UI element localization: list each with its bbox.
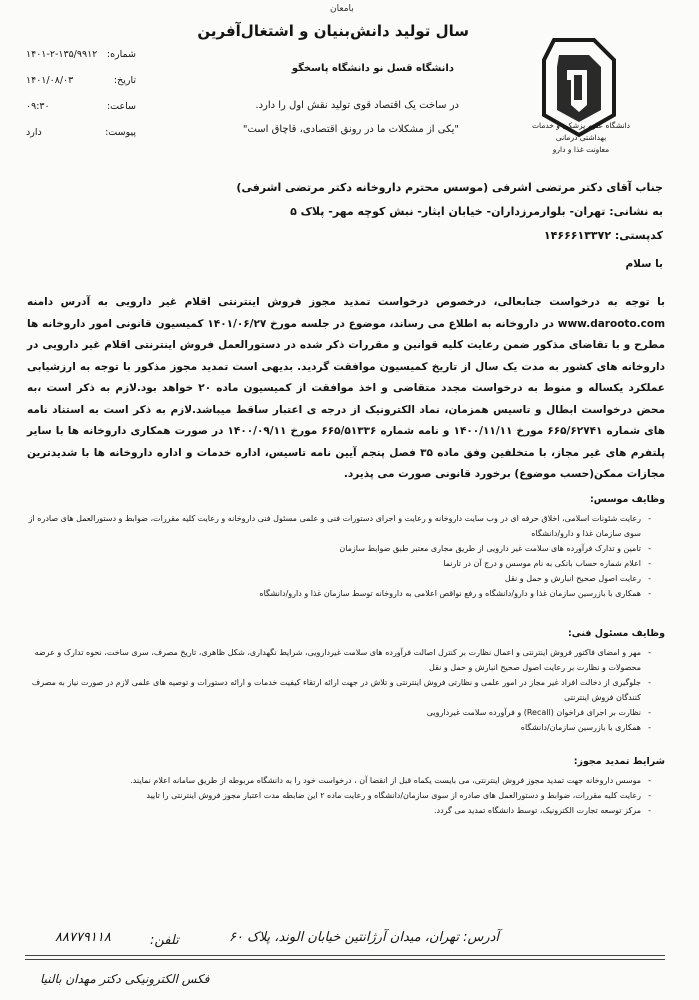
- recipient-postal-code: کدپستی: ۱۴۶۶۶۱۳۳۷۲: [543, 229, 663, 242]
- meta-value: ۰۹:۳۰: [26, 101, 50, 112]
- list-item: - موسس داروخانه جهت تمدید مجوز فروش اینترنتی، می بایست یکماه قبل از انقضا آن ، درخواست خود را به دانشگاه مربوطه از طریق سامانه اعلام نمایند.: [25, 773, 651, 788]
- list-item: - مهر و امضای فاکتور فروش اینترنتی و اعمال نظارت بر کنترل اصالت فرآورده های سلامت غیردارویی، شرایط نگهداری، شکل ظاهری، تاریخ مصرف، سری ساخت، نحوه تدارک و عرضه محصولات و نظارت بر رعایت اصول صحیح انبارش و حمل و نقل: [25, 645, 651, 675]
- recipient-address: به نشانی: تهران- بلوارمرزداران- خیابان ایثار- نبش کوچه مهر- پلاک ۵: [290, 205, 663, 218]
- list-item: - مرکز توسعه تجارت الکترونیک، توسط دانشگاه تمدید می گردد.: [25, 803, 651, 818]
- list-item: - جلوگیری از دخالت افراد غیر مجاز در امور علمی و نظارتی فروش اینترنتی و تلاش در جهت ارائه ارتقاء کیفیت خدمات و ارائه دستورات و توصیه های علمی لازم در صورت نیاز به مصرف کنندگان فروش اینترنتی: [25, 675, 651, 705]
- list-item: - تامین و تدارک فرآورده های سلامت غیر دارویی از طریق مجاری معتبر طبق ضوابط سازمان: [25, 541, 651, 556]
- list-item: - رعایت اصول صحیح انبارش و حمل و نقل: [25, 571, 651, 586]
- slogan-line-1: در ساخت یک اقتصاد قوی تولید نقش اول را دارد.: [255, 100, 459, 111]
- renewal-terms-section: [25, 756, 665, 818]
- year-title: سال تولید دانش‌بنیان و اشتغال‌آفرین: [197, 22, 469, 40]
- list-item: - همکاری با بازرسین سازمان/دانشگاه: [25, 720, 651, 735]
- meta-time: [26, 94, 136, 120]
- renewal-terms-list: [25, 773, 665, 818]
- logo-caption: [521, 120, 641, 156]
- footer-tel-value: ۸۸۷۷۹۱۱۸: [55, 930, 111, 945]
- footer-rule: [25, 959, 665, 960]
- letter-body: با توجه به درخواست جنابعالی، درخصوص درخواست تمدید مجوز فروش اینترنتی اقلام غیر دارویی به آدرس دامنه www.darooto.com در داروخانه به اطلاع می رساند، موضوع در جلسه مورخ ۱۴۰۱/۰۶/۲۷ کمیسیون قانونی امور داروخانه ها مطرح و با تقاضای مذکور ضمن رعایت کلیه قوانین و مقررات ذکر شده در دستورالعمل فروش اینترنتی اقلام غیر دارویی در داروخانه های کشور به مدت یک سال از تاریخ کمیسیون موافقت گردید. بدیهی است تمدید مجوز مذکور با توجه به ارزشیابی عملکرد یکساله و منوط به درخواست مجدد متقاضی و اخذ موافقت از کمیسیون ماده ۲۰ خواهد بود.لازم به ذکر است ،به محض درخواست ابطال و تاسیس همزمان، نماد الکترونیک از درجه ی اعتبار ساقط میباشد.لازم به ذکر است به استناد نامه های شماره ۶۶۵/۶۲۷۴۱ مورخ ۱۴۰۰/۱۱/۱۱ و نامه شماره ۶۶۵/۵۱۳۳۶ مورخ ۱۴۰۰/۰۹/۱۱ در صورت همکاری داروخانه ها با سایر پلتفرم های غیر مجاز، با متخلفین وفق ماده ۳۵ فصل پنجم آیین نامه تاسیس، اداره خدمات و اداره داروخانه ها با شدیدترین مجازات ممکن(حسب موضوع) برخورد قانونی صورت می پذیرد.: [27, 296, 666, 480]
- list-item: - رعایت کلیه مقررات، ضوابط و دستورالعمل های صادره از سوی سازمان/دانشگاه و رعایت ماده ۲ این ضابطه مدت اعتبار مجوز فروش اینترنتی را تایید: [25, 788, 651, 803]
- logo-caption-line-2: معاونت غذا و دارو: [552, 145, 610, 154]
- list-item: - رعایت شئونات اسلامی، اخلاق حرفه ای در وب سایت داروخانه و رعایت و اجرای دستورات فنی و علمی مسئول فنی داروخانه و رعایت کلیه مقررات، ضوابط و دستورالعمل های صادره از سوی سازمان غذا و دارو/دانشگاه: [25, 511, 651, 541]
- meta-label: پیوست:: [105, 127, 136, 138]
- slogan-line-2: "یکی از مشکلات ما در رونق اقتصادی، قاچاق است": [242, 124, 459, 135]
- letter-meta: [26, 42, 136, 146]
- list-item: - نظارت بر اجرای فراخوان (Recall) و فرآورده سلامت غیردارویی: [25, 705, 651, 720]
- meta-value: دارد: [26, 127, 42, 138]
- section-title: وظایف موسس:: [589, 494, 665, 505]
- meta-attachment: [26, 120, 136, 146]
- meta-number: [26, 42, 136, 68]
- logo-caption-line-1: دانشگاه علوم پزشکی و خدمات بهداشتی درمانی: [531, 121, 631, 142]
- footer-rule: [25, 955, 665, 956]
- section-title: وظایف مسئول فنی:: [567, 628, 665, 639]
- meta-label: شماره:: [106, 49, 136, 60]
- list-item: - همکاری با بازرسین سازمان غذا و دارو/دانشگاه و رفع نواقص اعلامی به داروخانه توسط سازمان غذا و دارو/دانشگاه: [25, 586, 651, 601]
- greeting: با سلام: [625, 258, 663, 270]
- meta-date: [26, 68, 136, 94]
- footer-address: آدرس: تهران، میدان آرژانتین خیابان الوند، پلاک ۶۰: [229, 930, 499, 945]
- meta-label: تاریخ:: [113, 75, 136, 86]
- top-mark: بامعان: [330, 4, 354, 14]
- meta-value: ۱۴۰۱-۲-۱۳۵/۹۹۱۲: [26, 49, 98, 60]
- section-title: شرایط تمدید مجوز:: [573, 756, 665, 767]
- recipient-name: جناب آقای دکتر مرتضی اشرفی (موسس محترم داروخانه دکتر مرتضی اشرفی): [236, 181, 663, 194]
- footer-tel-label: تلفن:: [150, 933, 179, 948]
- list-item: - اعلام شماره حساب بانکی به نام موسس و درج آن در تارنما: [25, 556, 651, 571]
- meta-label: ساعت:: [106, 101, 136, 112]
- technical-duties-section: [25, 628, 665, 735]
- recipient-block: [236, 176, 663, 248]
- meta-value: ۱۴۰۱/۰۸/۰۳: [26, 75, 74, 86]
- university-motto: دانشگاه قسل نو دانشگاه پاسخگو: [291, 63, 454, 74]
- founder-duties-section: [25, 494, 665, 601]
- technical-duties-list: [25, 645, 665, 735]
- founder-duties-list: [25, 511, 665, 601]
- footer-fax: فکس الکترونیکی دکتر مهدان بالنیا: [40, 972, 210, 986]
